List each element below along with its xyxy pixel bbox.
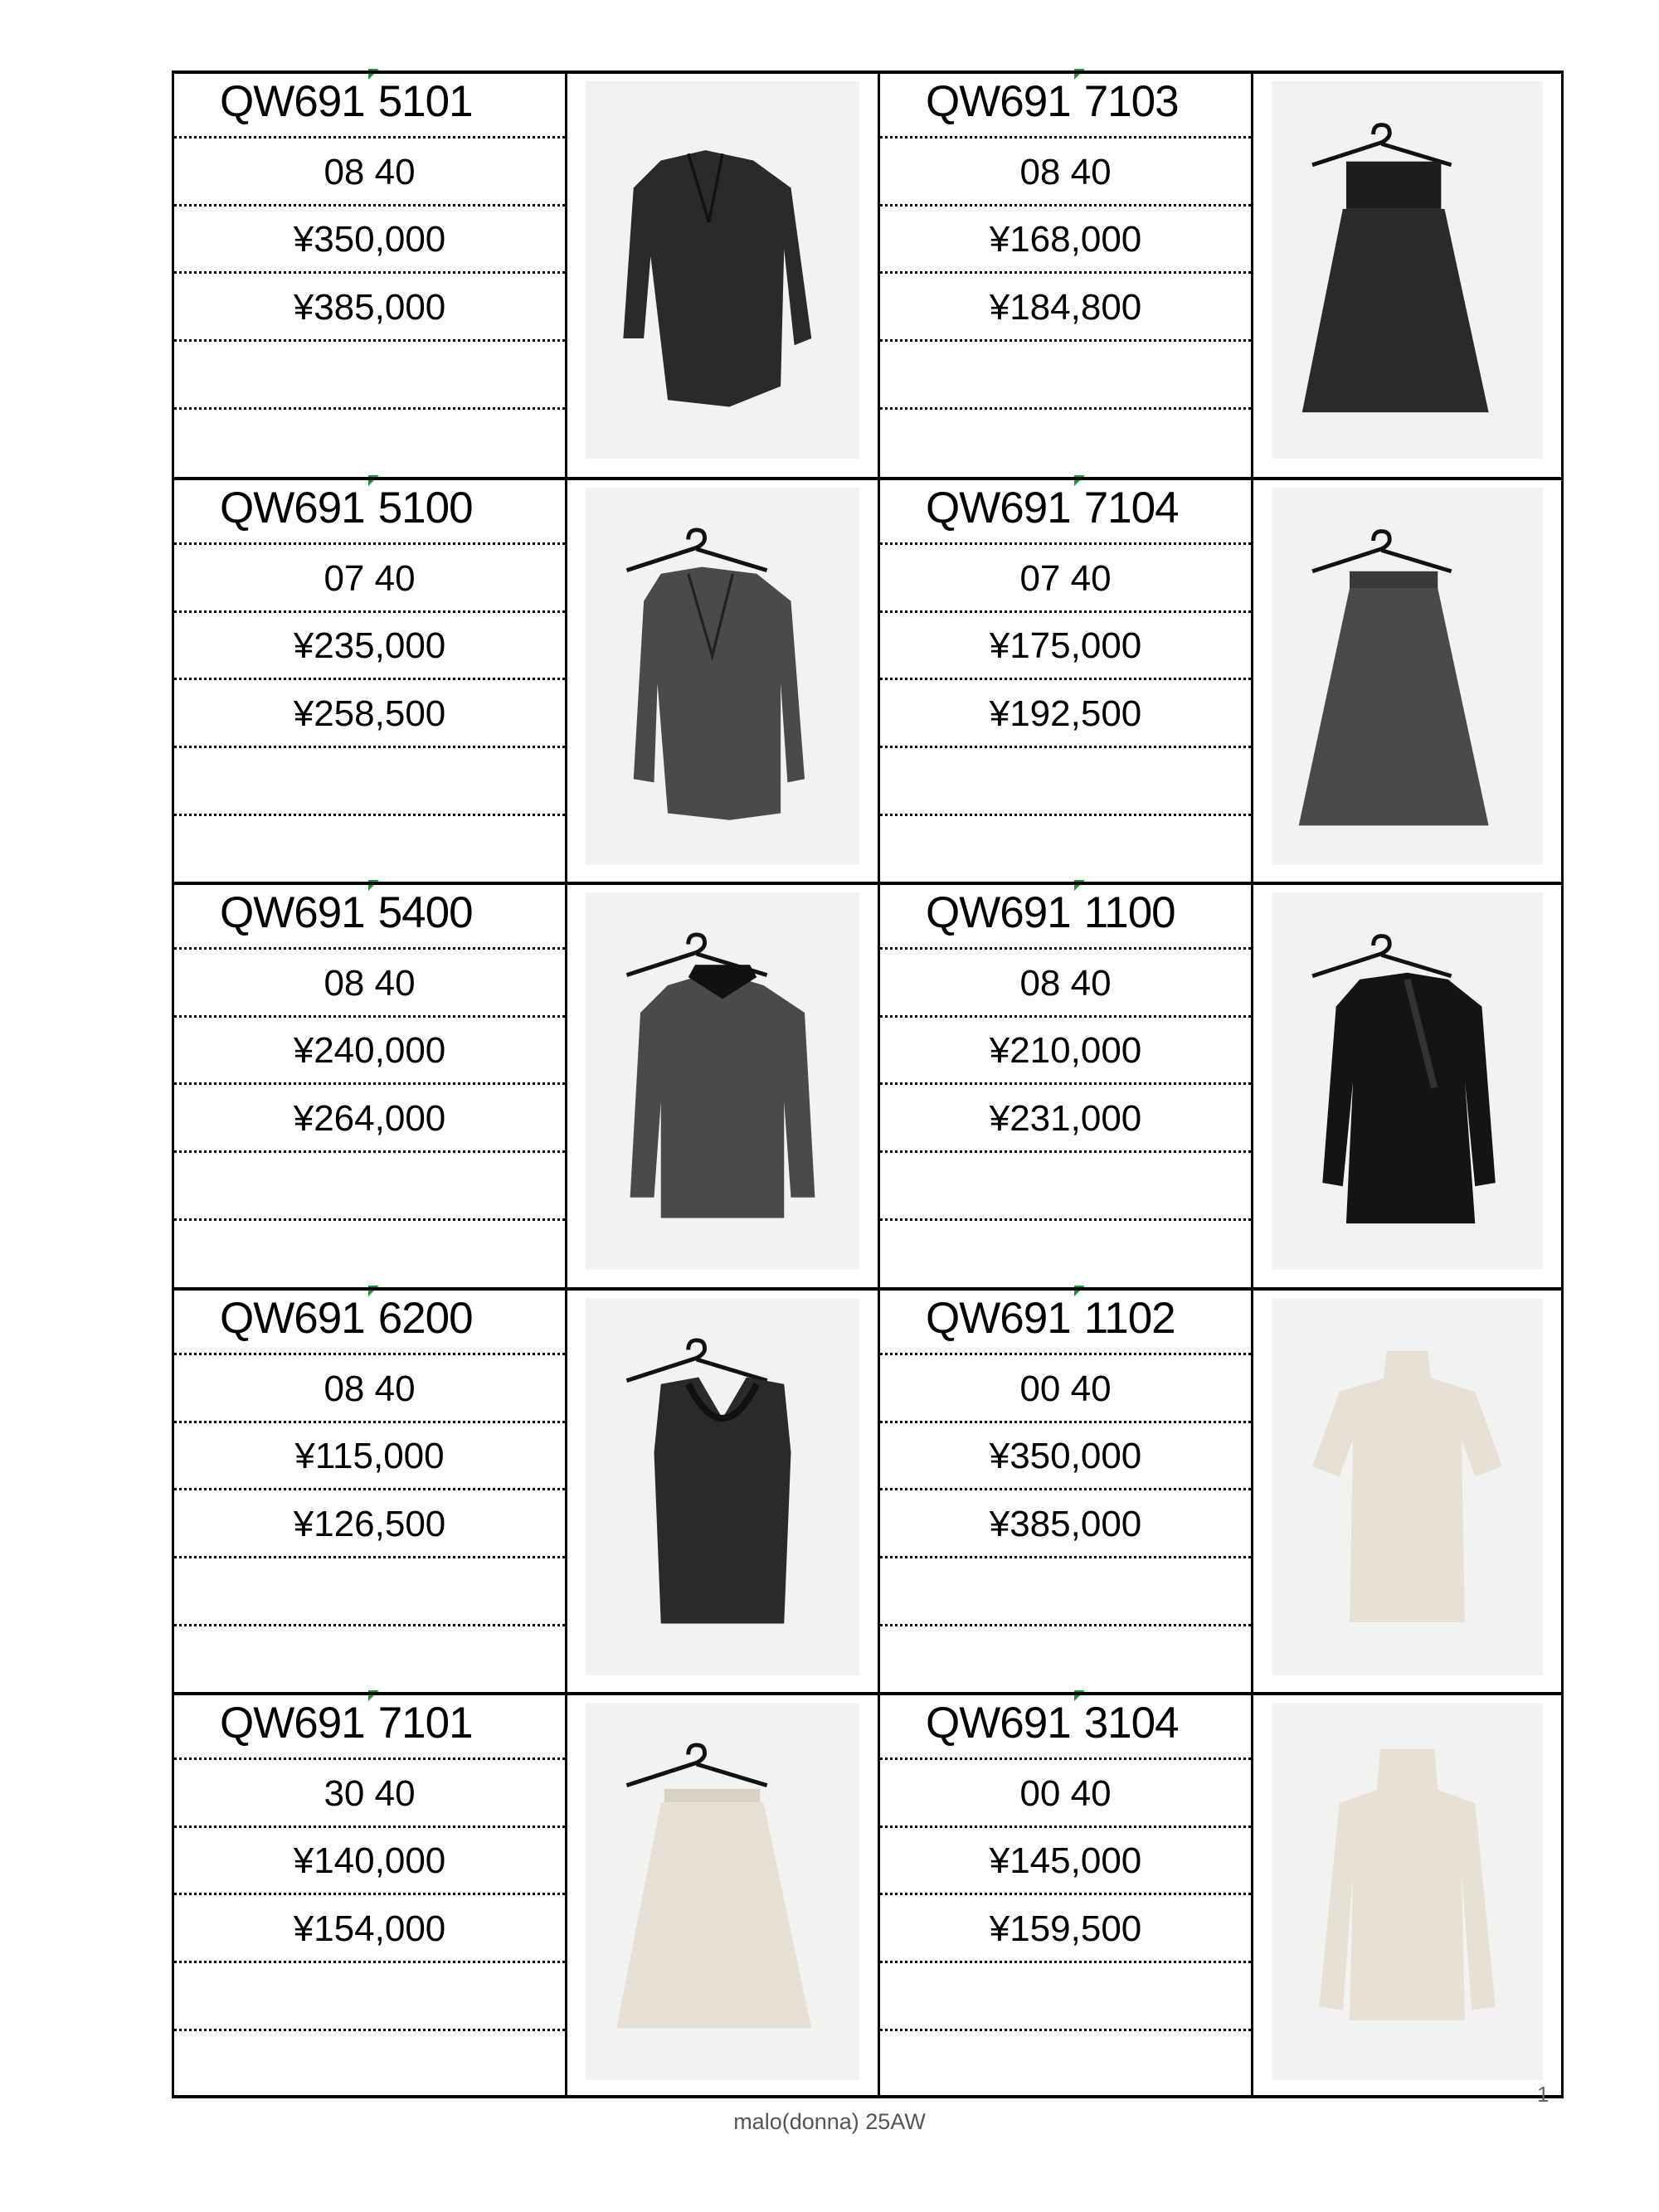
column-divider — [1251, 1692, 1253, 2098]
product-code-prefix: QW691 — [926, 1294, 1071, 1343]
column-divider — [878, 477, 880, 883]
product-code-suffix: 7103 — [1083, 77, 1179, 126]
product-photo-cell — [567, 477, 878, 883]
price-with-tax-row — [880, 1490, 1251, 1558]
empty-row — [880, 1626, 1251, 1694]
column-divider — [1251, 477, 1253, 883]
retail-price-row — [174, 1827, 565, 1895]
empty-row — [880, 342, 1251, 410]
empty-row — [174, 816, 565, 883]
product-photo-cell — [567, 70, 878, 477]
black-knit-long-skirt-icon — [1272, 81, 1543, 459]
product-code-row — [880, 882, 1251, 950]
column-divider — [1251, 882, 1253, 1288]
price-with-tax-row — [174, 680, 565, 748]
retail-price: ¥115,000 — [294, 1436, 445, 1476]
retail-price-row — [880, 612, 1251, 680]
product-code-suffix: 3104 — [1083, 1699, 1179, 1748]
product-code-prefix: QW691 — [220, 888, 365, 937]
column-divider — [878, 1692, 880, 2098]
color-size-code: 07 40 — [1019, 558, 1112, 599]
product-pair-row — [174, 882, 1561, 1288]
product-info-cell — [174, 1287, 565, 1694]
product-code — [220, 883, 473, 943]
product-photo-cell — [567, 1692, 878, 2098]
product-photo-cell — [1253, 1287, 1561, 1694]
product-code-row — [880, 1692, 1251, 1760]
column-divider — [565, 882, 567, 1288]
page-number: 1 — [1537, 2082, 1550, 2107]
product-info-cell — [174, 1692, 565, 2098]
price-with-tax: ¥154,000 — [293, 1908, 446, 1949]
product-code-row — [174, 882, 565, 950]
product-code — [926, 72, 1179, 132]
color-size-code: 08 40 — [324, 152, 416, 192]
price-with-tax: ¥385,000 — [293, 287, 446, 328]
retail-price: ¥168,000 — [989, 219, 1142, 260]
black-knit-vest-icon — [586, 1298, 859, 1675]
product-code-prefix: QW691 — [926, 484, 1071, 532]
retail-price-row — [174, 206, 565, 274]
price-with-tax: ¥159,500 — [989, 1908, 1142, 1949]
product-code-row — [174, 477, 565, 545]
row-border — [174, 1287, 1561, 1291]
product-code — [220, 1289, 473, 1349]
retail-price: ¥175,000 — [989, 625, 1142, 666]
column-divider — [565, 70, 567, 477]
product-code-prefix: QW691 — [220, 1699, 365, 1748]
retail-price-row — [174, 1422, 565, 1490]
retail-price: ¥140,000 — [293, 1840, 446, 1881]
product-code-row — [174, 70, 565, 139]
product-code-prefix: QW691 — [926, 888, 1071, 937]
color-size-code-row — [880, 545, 1251, 613]
color-size-code-row — [880, 139, 1251, 207]
product-code-row — [174, 1287, 565, 1355]
empty-row — [174, 1626, 565, 1694]
color-size-code-row — [174, 545, 565, 613]
product-code-prefix: QW691 — [926, 77, 1071, 126]
product-code-prefix: QW691 — [220, 77, 365, 126]
color-size-code: 08 40 — [324, 963, 416, 1004]
empty-row — [174, 342, 565, 410]
product-code-suffix: 5100 — [377, 484, 473, 532]
retail-price-row — [174, 1017, 565, 1085]
retail-price-row — [880, 1422, 1251, 1490]
retail-price: ¥145,000 — [989, 1840, 1142, 1881]
color-size-code: 07 40 — [324, 558, 416, 599]
empty-row — [174, 2031, 565, 2098]
product-pair-row — [174, 477, 1561, 883]
ivory-knit-dress-icon — [1272, 1298, 1543, 1675]
color-size-code-row — [174, 950, 565, 1018]
product-info-cell — [880, 882, 1251, 1288]
product-info-cell — [174, 477, 565, 883]
product-code — [220, 1694, 473, 1753]
empty-row — [880, 1221, 1251, 1288]
color-size-code-row — [174, 1355, 565, 1423]
product-code — [220, 479, 473, 538]
retail-price-row — [880, 1017, 1251, 1085]
column-divider — [1251, 1287, 1253, 1694]
product-photo-cell — [1253, 882, 1561, 1288]
retail-price-row — [880, 206, 1251, 274]
empty-row — [174, 410, 565, 477]
row-border — [174, 70, 1561, 74]
retail-price-row — [880, 1827, 1251, 1895]
charcoal-shirt-jacket-icon — [586, 892, 859, 1270]
product-code — [926, 1694, 1179, 1753]
empty-row — [174, 1558, 565, 1626]
empty-row — [880, 2031, 1251, 2098]
grey-long-skirt-icon — [1272, 488, 1543, 865]
color-size-code: 08 40 — [1019, 963, 1112, 1004]
price-with-tax-row — [880, 680, 1251, 748]
product-code — [926, 883, 1175, 943]
ivory-turtleneck-icon — [1272, 1703, 1543, 2080]
color-size-code: 08 40 — [324, 1369, 416, 1409]
product-code-suffix: 5101 — [377, 77, 473, 126]
product-info-cell — [880, 477, 1251, 883]
product-photo-cell — [1253, 477, 1561, 883]
empty-row — [880, 1153, 1251, 1221]
color-size-code-row — [880, 1355, 1251, 1423]
black-shirt-dress-icon — [1272, 892, 1543, 1270]
retail-price-row — [174, 612, 565, 680]
product-code-row — [174, 1692, 565, 1760]
price-with-tax-row — [880, 1085, 1251, 1153]
price-with-tax: ¥264,000 — [293, 1098, 446, 1139]
color-size-code: 08 40 — [1019, 152, 1112, 192]
product-info-cell — [174, 70, 565, 477]
empty-row — [880, 1963, 1251, 2031]
column-divider — [565, 477, 567, 883]
price-with-tax: ¥184,800 — [989, 287, 1142, 328]
empty-row — [174, 1221, 565, 1288]
price-with-tax: ¥126,500 — [293, 1504, 446, 1544]
product-code — [926, 479, 1179, 538]
column-divider — [565, 1287, 567, 1694]
column-divider — [1251, 70, 1253, 477]
product-photo-cell — [1253, 70, 1561, 477]
empty-row — [880, 748, 1251, 816]
product-pair-row — [174, 1692, 1561, 2098]
cream-knit-skirt-icon — [586, 1703, 859, 2080]
price-with-tax-row — [174, 1490, 565, 1558]
product-code-row — [880, 477, 1251, 545]
color-size-code-row — [174, 139, 565, 207]
price-with-tax: ¥258,500 — [293, 693, 446, 734]
price-with-tax-row — [880, 1895, 1251, 1963]
table-bottom-border — [174, 2095, 1561, 2098]
product-code-prefix: QW691 — [220, 1294, 365, 1343]
product-code-prefix: QW691 — [926, 1699, 1071, 1748]
retail-price: ¥350,000 — [989, 1436, 1142, 1476]
product-info-cell — [174, 882, 565, 1288]
color-size-code-row — [880, 950, 1251, 1018]
product-code-row — [880, 70, 1251, 139]
product-pair-row — [174, 70, 1561, 477]
retail-price: ¥210,000 — [989, 1030, 1142, 1071]
color-size-code: 00 40 — [1019, 1369, 1112, 1409]
empty-row — [174, 1963, 565, 2031]
price-with-tax-row — [174, 1085, 565, 1153]
product-info-cell — [880, 1287, 1251, 1694]
product-info-cell — [880, 70, 1251, 477]
price-with-tax-row — [880, 274, 1251, 342]
price-with-tax-row — [174, 1895, 565, 1963]
empty-row — [174, 1153, 565, 1221]
retail-price: ¥240,000 — [293, 1030, 446, 1071]
grey-jacket-icon — [586, 488, 859, 865]
product-code-suffix: 7101 — [377, 1699, 473, 1748]
product-code-suffix: 6200 — [377, 1294, 473, 1343]
color-size-code: 00 40 — [1019, 1773, 1112, 1814]
product-code-suffix: 7104 — [1083, 484, 1179, 532]
row-border — [174, 1692, 1561, 1695]
product-photo-cell — [567, 1287, 878, 1694]
product-code-suffix: 1102 — [1083, 1294, 1175, 1343]
column-divider — [878, 70, 880, 477]
product-code — [220, 72, 473, 132]
color-size-code-row — [174, 1760, 565, 1828]
price-with-tax: ¥385,000 — [989, 1504, 1142, 1544]
column-divider — [878, 1287, 880, 1694]
row-border — [174, 882, 1561, 885]
column-divider — [878, 882, 880, 1288]
product-pair-row — [174, 1287, 1561, 1694]
product-code-row — [880, 1287, 1251, 1355]
product-code-prefix: QW691 — [220, 484, 365, 532]
price-with-tax-row — [174, 274, 565, 342]
product-info-cell — [880, 1692, 1251, 2098]
empty-row — [880, 410, 1251, 477]
retail-price: ¥350,000 — [293, 219, 446, 260]
empty-row — [174, 748, 565, 816]
dark-charcoal-coat-icon — [586, 81, 859, 459]
column-divider — [565, 1692, 567, 2098]
product-code-suffix: 1100 — [1083, 888, 1175, 937]
price-with-tax: ¥231,000 — [989, 1098, 1142, 1139]
retail-price: ¥235,000 — [293, 625, 446, 666]
product-photo-cell — [1253, 1692, 1561, 2098]
color-size-code-row — [880, 1760, 1251, 1828]
footer-collection-label: malo(donna) 25AW — [733, 2109, 926, 2134]
product-photo-cell — [567, 882, 878, 1288]
catalog-sheet — [172, 70, 1564, 2098]
price-with-tax: ¥192,500 — [989, 693, 1142, 734]
product-code — [926, 1289, 1175, 1349]
row-border — [174, 477, 1561, 480]
color-size-code: 30 40 — [324, 1773, 416, 1814]
empty-row — [880, 816, 1251, 883]
empty-row — [880, 1558, 1251, 1626]
product-code-suffix: 5400 — [377, 888, 473, 937]
